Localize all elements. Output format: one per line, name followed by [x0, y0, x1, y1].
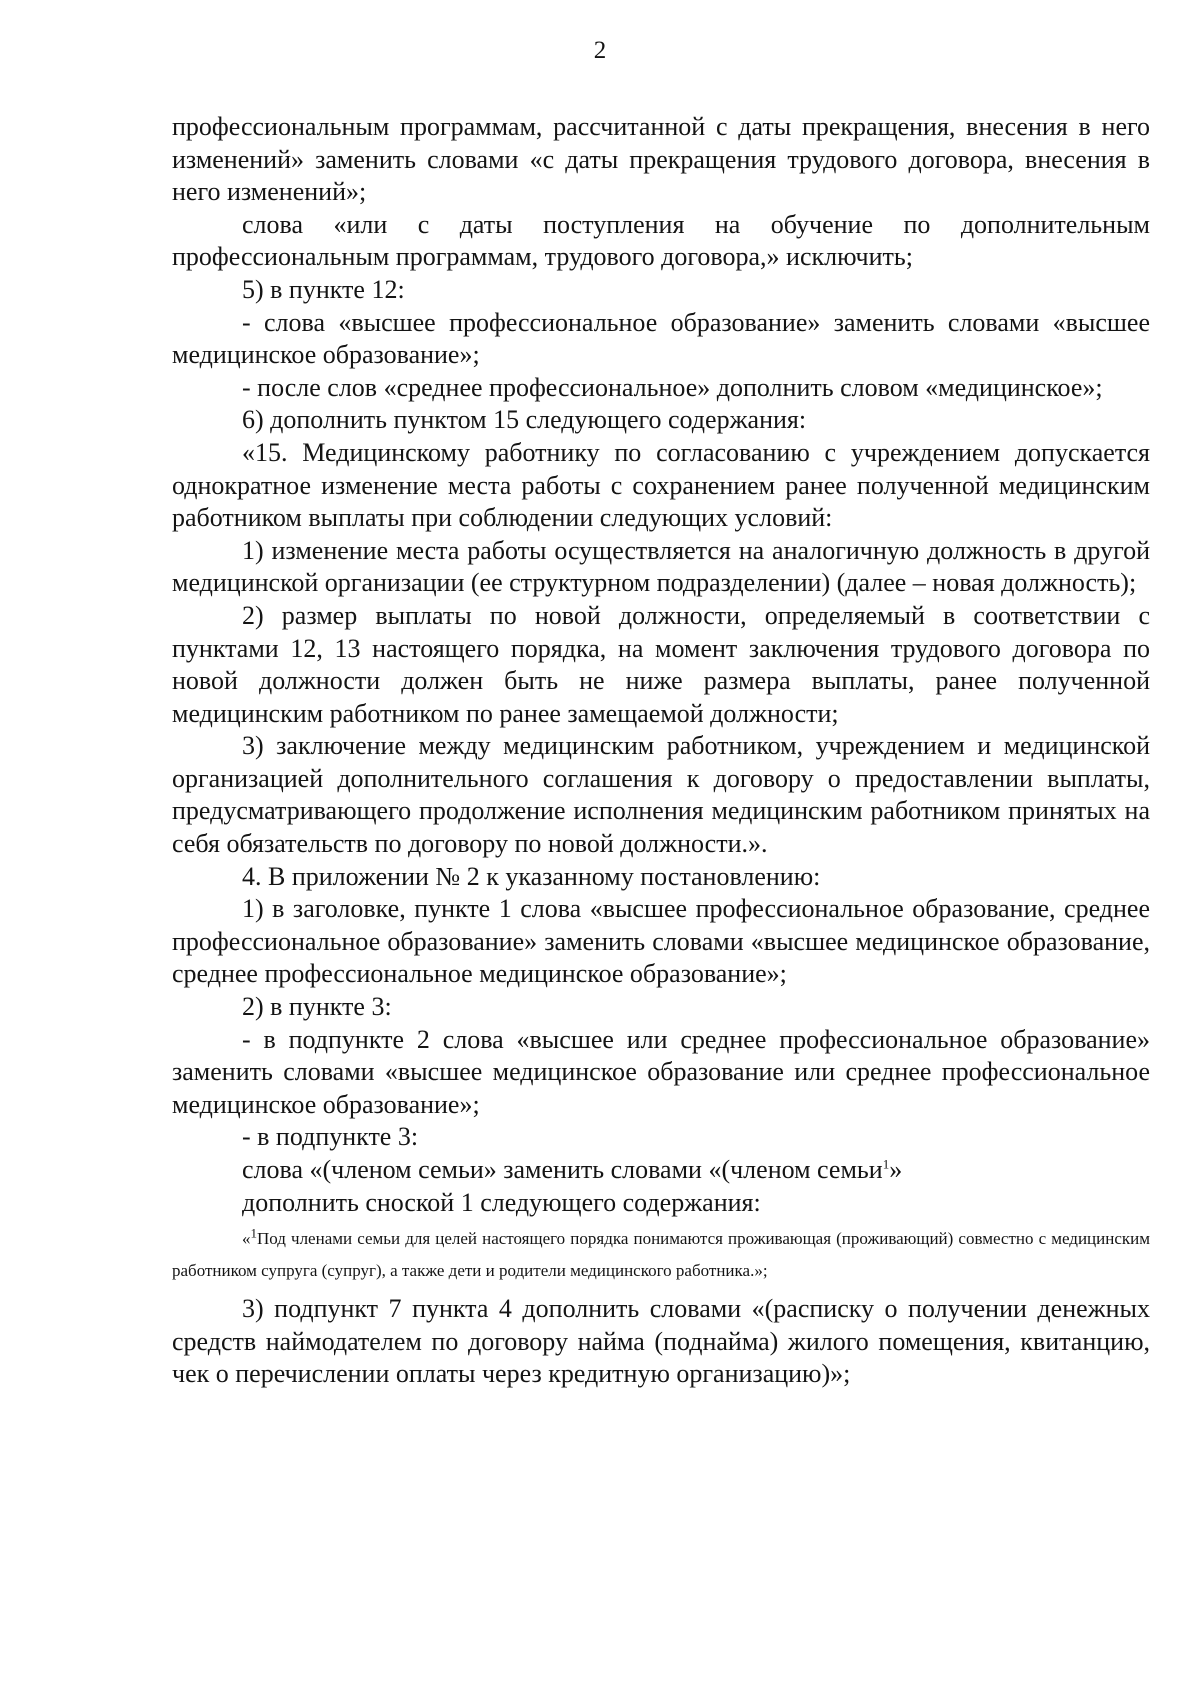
footnote-text: [172, 1223, 1150, 1287]
footnote-marker: 1: [882, 1156, 890, 1172]
paragraph-subitem-2: - в подпункте 2 слова «высшее или среднее профессиональное образование» заменить словами «высшее медицинское образование или среднее профессиональное медицинское образование»;: [172, 1024, 1150, 1119]
paragraph-exclude-words: слова «или с даты поступления на обучение по дополнительным профессиональным программам, трудового договора,» исключить;: [172, 209, 1150, 272]
paragraph-continuation: профессиональным программам, рассчитанной с даты прекращения, внесения в него изменений» заменить словами «с даты прекращения трудового договора, внесения в него изменений»;: [172, 112, 1150, 207]
paragraph-replace-family-member: [172, 1154, 1150, 1187]
paragraph-item-5: 5) в пункте 12:: [242, 274, 405, 304]
paragraph-point-15: «15. Медицинскому работнику по согласованию с учреждением допускается однократное изменение места работы с сохранением ранее полученной медицинским работником выплаты при соблюдении следующих условий:: [172, 437, 1150, 533]
document-body: [172, 111, 1150, 1391]
paragraph-section-4: 4. В приложении № 2 к указанному постановлению:: [242, 861, 821, 891]
footnote-body: Под членами семьи для целей настоящего порядка понимаются проживающая (проживающий) совместно с медицинским работником супруга (супруг), а также дети и родители медицинского работника.»;: [172, 1229, 1150, 1281]
replace-text: слова «(членом семьи» заменить словами «(членом семьи: [242, 1155, 883, 1184]
paragraph-subitem-3: - в подпункте 3:: [242, 1122, 419, 1152]
replace-suffix: »: [889, 1155, 903, 1184]
paragraph-condition-1: 1) изменение места работы осуществляется на аналогичную должность в другой медицинской организации (ее структурном подразделении) (далее – новая должность);: [172, 535, 1150, 598]
page-number: 2: [593, 37, 607, 64]
footnote-opening: «: [242, 1229, 251, 1249]
paragraph-item-5-sub-1: - слова «высшее профессиональное образование» заменить словами «высшее медицинское образование»;: [172, 307, 1150, 370]
paragraph-add-footnote: дополнить сноской 1 следующего содержания:: [242, 1187, 761, 1217]
paragraph-condition-3: 3) заключение между медицинским работником, учреждением и медицинской организацией дополнительного соглашения к договору о предоставлении выплаты, предусматривающего продолжение исполнения медицинским работником принятых на себя обязательств по договору по новой должности.».: [172, 731, 1150, 859]
paragraph-item-6: 6) дополнить пунктом 15 следующего содержания:: [242, 405, 807, 435]
paragraph-item-5-sub-2: - после слов «среднее профессиональное» дополнить словом «медицинское»;: [242, 372, 1103, 402]
paragraph-condition-2: 2) размер выплаты по новой должности, определяемый в соответствии с пунктами 12, 13 настоящего порядка, на момент заключения трудового договора по новой должности должен быть не ниже размера выплаты, ранее полученной медицинским работником по ранее замещаемой должности;: [172, 600, 1150, 728]
paragraph-section-4-item-1: 1) в заголовке, пункте 1 слова «высшее профессиональное образование, среднее профессиональное образование» заменить словами «высшее медицинское образование, среднее профессиональное медицинское образование»;: [172, 894, 1150, 989]
footnote-marker-in-text: 1: [250, 1225, 257, 1241]
paragraph-section-4-item-2: 2) в пункте 3:: [242, 992, 392, 1022]
paragraph-section-4-item-3: 3) подпункт 7 пункта 4 дополнить словами «(расписку о получении денежных средств наймодателем по договору найма (поднайма) жилого помещения, квитанцию, чек о перечислении оплаты через кредитную организацию)»;: [172, 1294, 1150, 1389]
